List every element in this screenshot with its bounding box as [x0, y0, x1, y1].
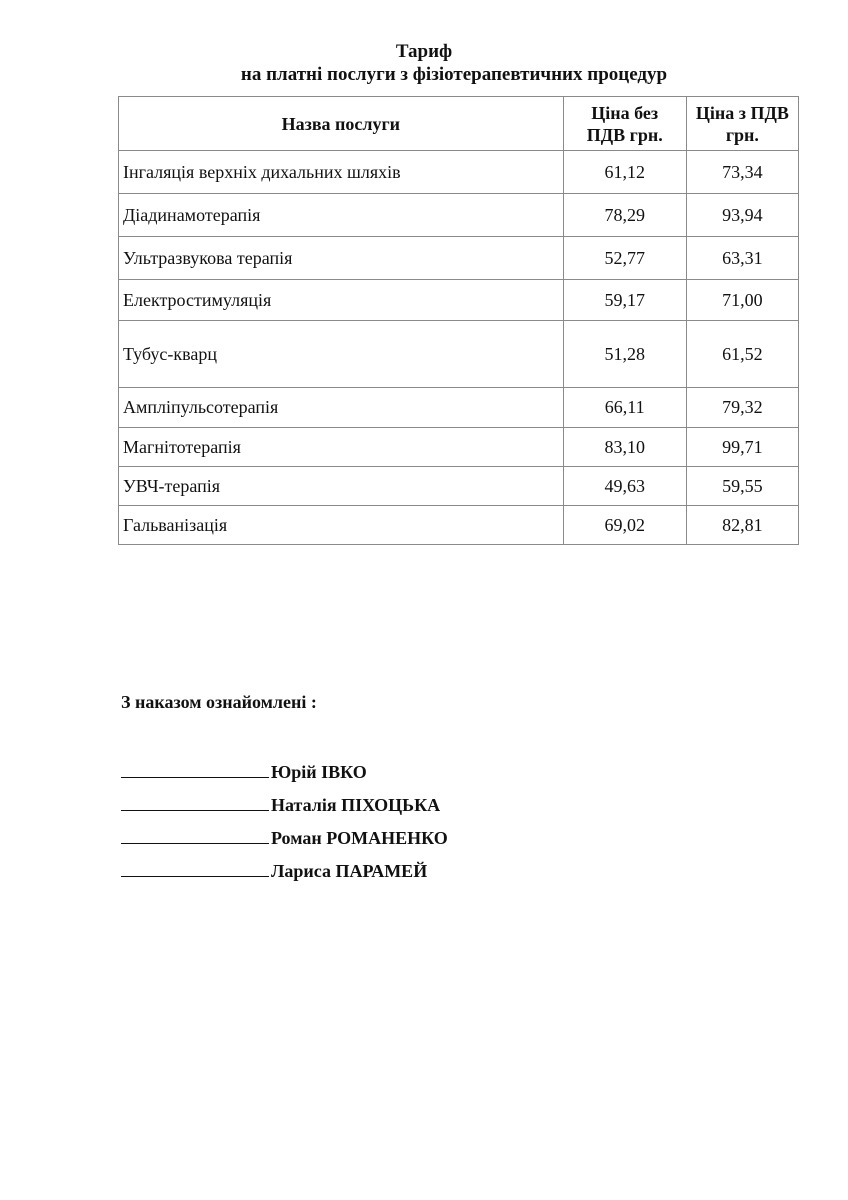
price-no-vat-cell: 52,77: [563, 237, 686, 280]
signer-row: [121, 760, 448, 793]
table-row: [119, 428, 799, 467]
table-header-row: [119, 97, 799, 151]
price-vat-cell: 73,34: [686, 151, 798, 194]
price-no-vat-cell: 78,29: [563, 194, 686, 237]
signers-list: [121, 760, 448, 892]
price-vat-cell: 59,55: [686, 467, 798, 506]
signer-name: Юрій ІВКО: [271, 762, 367, 782]
service-name-cell: Електростимуляція: [119, 280, 564, 321]
header-service-name: Назва послуги: [119, 97, 564, 151]
header-price-no-vat-line1: Ціна без: [591, 102, 659, 123]
signer-name: Роман РОМАНЕНКО: [271, 828, 448, 848]
header-price-vat-line1: Ціна з ПДВ: [695, 102, 789, 123]
price-no-vat-cell: 51,28: [563, 321, 686, 388]
price-vat-cell: 71,00: [686, 280, 798, 321]
price-no-vat-cell: 61,12: [563, 151, 686, 194]
table-row: [119, 237, 799, 280]
price-no-vat-cell: 59,17: [563, 280, 686, 321]
signer-row: [121, 793, 448, 826]
signature-line: [121, 793, 269, 811]
service-name-cell: Ампліпульсотерапія: [119, 388, 564, 428]
price-no-vat-cell: 69,02: [563, 506, 686, 545]
table-row: [119, 506, 799, 545]
service-name-cell: Тубус-кварц: [119, 321, 564, 388]
title-line-2: на платні послуги з фізіотерапевтичних процедур: [240, 64, 668, 85]
table-row: [119, 388, 799, 428]
price-vat-cell: 82,81: [686, 506, 798, 545]
tariff-table: [118, 96, 799, 545]
header-price-no-vat: [563, 97, 686, 151]
table-row: [119, 321, 799, 388]
signature-line: [121, 760, 269, 778]
table-row: [119, 151, 799, 194]
signer-row: [121, 859, 448, 892]
signature-line: [121, 859, 269, 877]
price-no-vat-cell: 49,63: [563, 467, 686, 506]
price-vat-cell: 79,32: [686, 388, 798, 428]
signer-name: Наталія ПІХОЦЬКА: [271, 795, 441, 815]
header-price-no-vat-line2: ПДВ грн.: [586, 124, 663, 145]
signature-line: [121, 826, 269, 844]
document-title: [0, 40, 848, 86]
price-no-vat-cell: 83,10: [563, 428, 686, 467]
service-name-cell: Магнітотерапія: [119, 428, 564, 467]
acknowledgement-label: З наказом ознайомлені :: [121, 692, 317, 712]
service-name-cell: Діадинамотерапія: [119, 194, 564, 237]
price-vat-cell: 93,94: [686, 194, 798, 237]
table-row: [119, 194, 799, 237]
service-name-cell: Ультразвукова терапія: [119, 237, 564, 280]
signer-row: [121, 826, 448, 859]
header-price-vat-line2: грн.: [725, 124, 759, 145]
price-vat-cell: 99,71: [686, 428, 798, 467]
signer-name: Лариса ПАРАМЕЙ: [271, 861, 428, 881]
service-name-cell: Інгаляція верхніх дихальних шляхів: [119, 151, 564, 194]
table-row: [119, 467, 799, 506]
title-line-1: Тариф: [395, 41, 453, 62]
price-no-vat-cell: 66,11: [563, 388, 686, 428]
price-vat-cell: 61,52: [686, 321, 798, 388]
service-name-cell: УВЧ-терапія: [119, 467, 564, 506]
service-name-cell: Гальванізація: [119, 506, 564, 545]
price-vat-cell: 63,31: [686, 237, 798, 280]
header-price-vat: [686, 97, 798, 151]
table-row: [119, 280, 799, 321]
